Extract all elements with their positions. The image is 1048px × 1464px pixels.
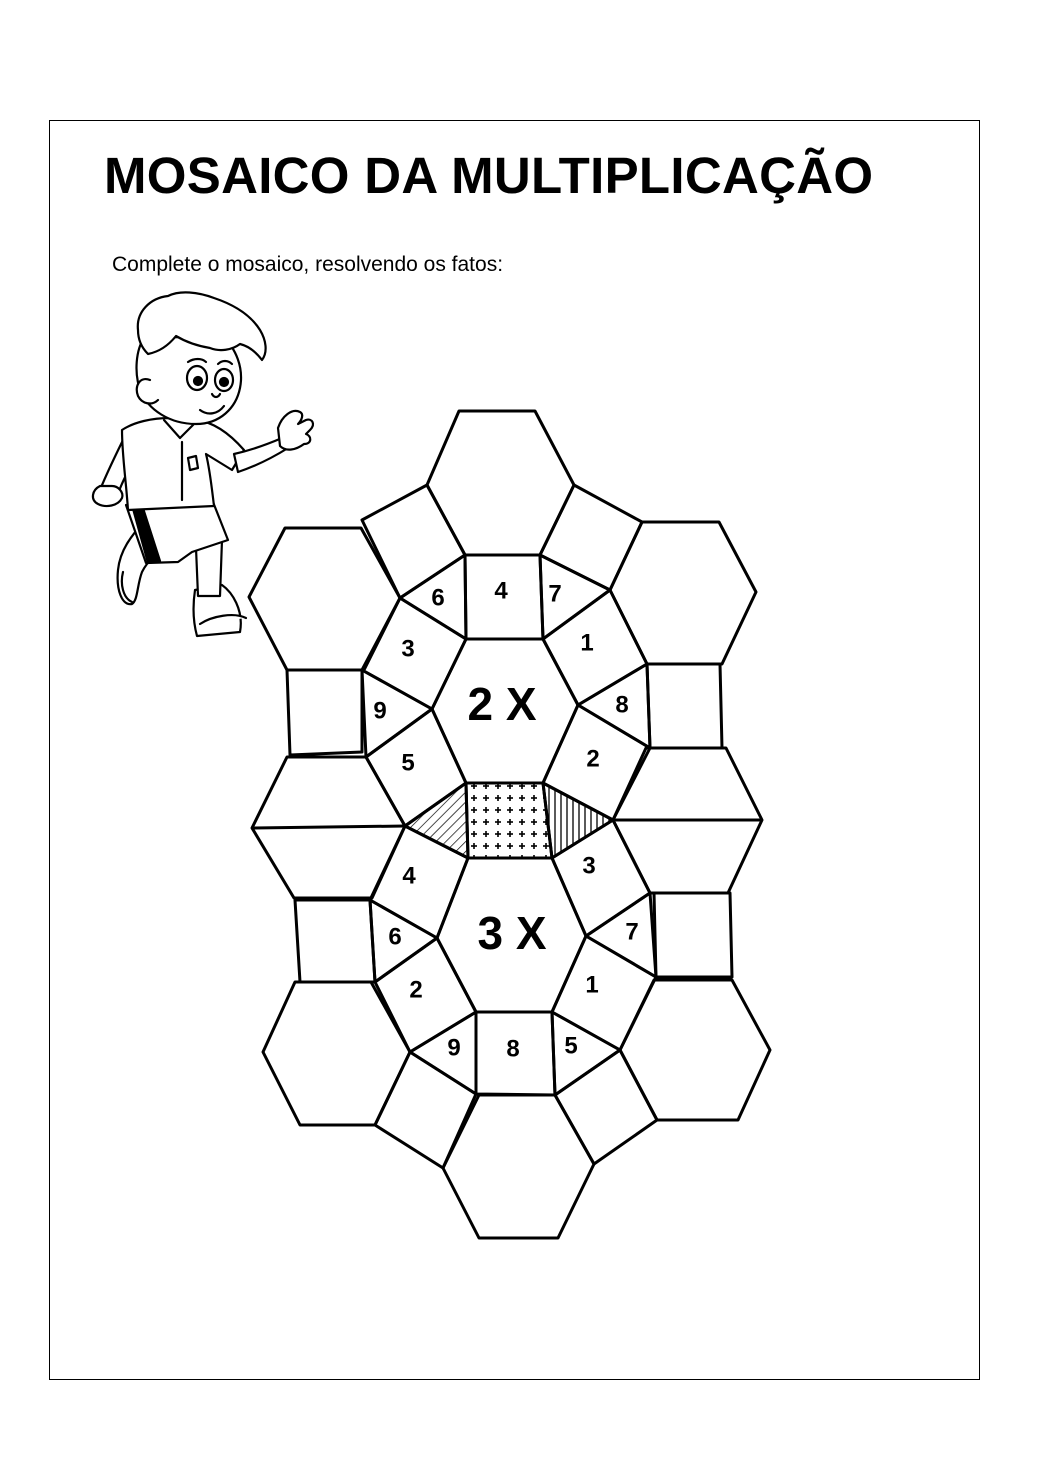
bottom-factor-b: 3 xyxy=(582,852,596,880)
top-factor-f: 9 xyxy=(373,697,387,725)
mosaic-grid xyxy=(249,411,770,1238)
top-factor-a: 6 xyxy=(431,584,445,612)
bottom-factor-a: 4 xyxy=(402,862,416,890)
top-factor-b: 4 xyxy=(494,577,508,605)
top-factor-i: 2 xyxy=(586,745,600,773)
top-factor-e: 1 xyxy=(580,629,594,657)
top-factor-d: 3 xyxy=(401,635,415,663)
bottom-factor-e: 2 xyxy=(409,976,423,1004)
top-factor-h: 5 xyxy=(401,749,415,777)
bottom-factor-h: 8 xyxy=(506,1035,520,1063)
bottom-factor-g: 9 xyxy=(447,1034,461,1062)
bottom-operator: 3 X xyxy=(477,907,547,959)
worksheet-instruction: Complete o mosaico, resolvendo os fatos: xyxy=(112,253,504,276)
bottom-factor-d: 7 xyxy=(625,918,639,946)
top-operator: 2 X xyxy=(467,678,537,730)
top-factor-g: 8 xyxy=(615,691,629,719)
worksheet-title: MOSAICO DA MULTIPLICAÇÃO xyxy=(104,147,874,204)
bottom-factor-c: 6 xyxy=(388,923,402,951)
boy-illustration-icon xyxy=(93,292,313,636)
bottom-factor-f: 1 xyxy=(585,971,599,999)
top-factor-c: 7 xyxy=(548,580,562,608)
bottom-factor-i: 5 xyxy=(564,1032,578,1060)
